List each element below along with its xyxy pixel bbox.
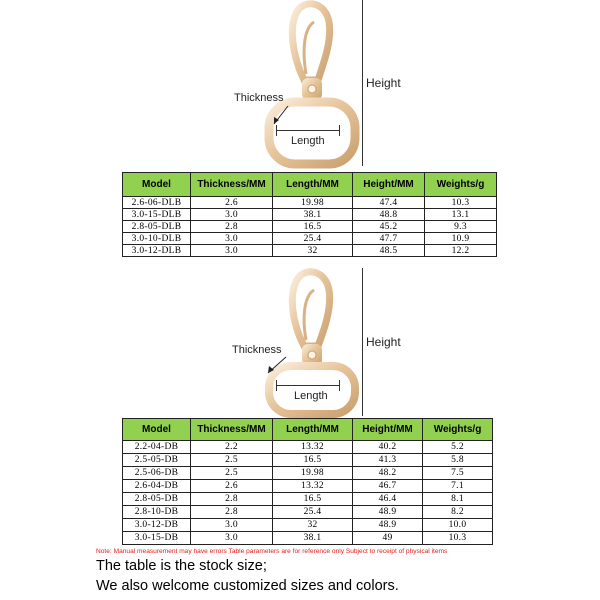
customization-text: We also welcome customized sizes and colors. bbox=[96, 578, 399, 594]
cell-height: 46.7 bbox=[353, 480, 423, 493]
cell-thickness: 2.2 bbox=[191, 441, 273, 454]
table-row bbox=[123, 532, 493, 545]
cell-length: 19.98 bbox=[273, 197, 353, 209]
table-row bbox=[123, 197, 497, 209]
cell-thickness: 3.0 bbox=[191, 209, 273, 221]
cell-thickness: 3.0 bbox=[191, 532, 273, 545]
table-row bbox=[123, 221, 497, 233]
cell-weight: 7.5 bbox=[423, 467, 493, 480]
cell-length: 25.4 bbox=[273, 506, 353, 519]
cell-model: 2.2-04-DB bbox=[123, 441, 191, 454]
thickness-label-2: Thickness bbox=[232, 344, 282, 356]
length-line-2 bbox=[276, 385, 340, 386]
length-tick-right-2 bbox=[339, 380, 340, 391]
cell-height: 45.2 bbox=[353, 221, 425, 233]
table-row bbox=[123, 506, 493, 519]
header-model: Model bbox=[123, 419, 191, 441]
cell-model: 3.0-10-DLB bbox=[123, 233, 191, 245]
cell-thickness: 2.5 bbox=[191, 454, 273, 467]
cell-height: 48.8 bbox=[353, 209, 425, 221]
height-label-2: Height bbox=[366, 335, 401, 349]
header-model: Model bbox=[123, 173, 191, 197]
cell-weight: 5.8 bbox=[423, 454, 493, 467]
cell-model: 2.8-05-DB bbox=[123, 493, 191, 506]
cell-weight: 10.9 bbox=[425, 233, 497, 245]
cell-model: 2.5-06-DB bbox=[123, 467, 191, 480]
header-thickness: Thickness/MM bbox=[191, 419, 273, 441]
cell-weight: 7.1 bbox=[423, 480, 493, 493]
height-line-1 bbox=[362, 0, 363, 166]
spec-table-2 bbox=[122, 418, 493, 545]
cell-model: 2.6-06-DLB bbox=[123, 197, 191, 209]
height-label-1: Height bbox=[366, 76, 401, 90]
cell-height: 47.7 bbox=[353, 233, 425, 245]
cell-weight: 12.2 bbox=[425, 245, 497, 257]
cell-model: 3.0-12-DB bbox=[123, 519, 191, 532]
cell-weight: 13.1 bbox=[425, 209, 497, 221]
table-row bbox=[123, 467, 493, 480]
table-row bbox=[123, 245, 497, 257]
cell-weight: 10.3 bbox=[425, 197, 497, 209]
header-length: Length/MM bbox=[273, 173, 353, 197]
cell-height: 47.4 bbox=[353, 197, 425, 209]
cell-thickness: 3.0 bbox=[191, 233, 273, 245]
cell-weight: 5.2 bbox=[423, 441, 493, 454]
thickness-arrow-1 bbox=[268, 104, 292, 130]
cell-thickness: 2.6 bbox=[191, 197, 273, 209]
table-row bbox=[123, 519, 493, 532]
cell-length: 13.32 bbox=[273, 441, 353, 454]
cell-height: 48.2 bbox=[353, 467, 423, 480]
stock-size-text: The table is the stock size; bbox=[96, 558, 267, 574]
cell-weight: 10.0 bbox=[423, 519, 493, 532]
spec-table-1 bbox=[122, 172, 497, 257]
cell-model: 2.5-05-DB bbox=[123, 454, 191, 467]
cell-weight: 8.2 bbox=[423, 506, 493, 519]
thickness-arrow-2 bbox=[262, 355, 290, 379]
cell-length: 32 bbox=[273, 519, 353, 532]
cell-length: 16.5 bbox=[273, 493, 353, 506]
table-row bbox=[123, 233, 497, 245]
cell-length: 16.5 bbox=[273, 221, 353, 233]
cell-height: 49 bbox=[353, 532, 423, 545]
length-label-2: Length bbox=[294, 390, 328, 402]
cell-model: 3.0-15-DB bbox=[123, 532, 191, 545]
table-row bbox=[123, 441, 493, 454]
header-weight: Weights/g bbox=[423, 419, 493, 441]
header-length: Length/MM bbox=[273, 419, 353, 441]
cell-model: 3.0-12-DLB bbox=[123, 245, 191, 257]
cell-length: 16.5 bbox=[273, 454, 353, 467]
disclaimer-note: Note: Manual measurement may have errors Table parameters are for reference only Subject to receipt of physical items bbox=[96, 548, 448, 555]
cell-weight: 8.1 bbox=[423, 493, 493, 506]
cell-height: 41.3 bbox=[353, 454, 423, 467]
cell-model: 2.6-04-DB bbox=[123, 480, 191, 493]
cell-length: 38.1 bbox=[273, 532, 353, 545]
table-row bbox=[123, 493, 493, 506]
length-label-1: Length bbox=[291, 135, 325, 147]
thickness-label-1: Thickness bbox=[234, 92, 284, 104]
cell-thickness: 2.8 bbox=[191, 506, 273, 519]
cell-height: 48.9 bbox=[353, 519, 423, 532]
header-weight: Weights/g bbox=[425, 173, 497, 197]
cell-thickness: 3.0 bbox=[191, 519, 273, 532]
header-height: Height/MM bbox=[353, 173, 425, 197]
length-tick-left-2 bbox=[276, 380, 277, 391]
header-height: Height/MM bbox=[353, 419, 423, 441]
cell-height: 48.5 bbox=[353, 245, 425, 257]
cell-thickness: 2.8 bbox=[191, 221, 273, 233]
cell-height: 40.2 bbox=[353, 441, 423, 454]
cell-thickness: 3.0 bbox=[191, 245, 273, 257]
cell-length: 32 bbox=[273, 245, 353, 257]
cell-height: 46.4 bbox=[353, 493, 423, 506]
table-row bbox=[123, 480, 493, 493]
cell-thickness: 2.8 bbox=[191, 493, 273, 506]
cell-thickness: 2.5 bbox=[191, 467, 273, 480]
header-thickness: Thickness/MM bbox=[191, 173, 273, 197]
cell-model: 3.0-15-DLB bbox=[123, 209, 191, 221]
cell-model: 2.8-05-DLB bbox=[123, 221, 191, 233]
cell-weight: 9.3 bbox=[425, 221, 497, 233]
cell-thickness: 2.6 bbox=[191, 480, 273, 493]
table-row bbox=[123, 209, 497, 221]
table-row bbox=[123, 454, 493, 467]
cell-length: 25.4 bbox=[273, 233, 353, 245]
cell-height: 48.9 bbox=[353, 506, 423, 519]
cell-model: 2.8-10-DB bbox=[123, 506, 191, 519]
cell-length: 13.32 bbox=[273, 480, 353, 493]
height-line-2 bbox=[362, 268, 363, 416]
length-tick-right-1 bbox=[339, 125, 340, 136]
cell-weight: 10.3 bbox=[423, 532, 493, 545]
length-line-1 bbox=[276, 130, 340, 131]
cell-length: 19.98 bbox=[273, 467, 353, 480]
length-tick-left-1 bbox=[276, 125, 277, 136]
cell-length: 38.1 bbox=[273, 209, 353, 221]
